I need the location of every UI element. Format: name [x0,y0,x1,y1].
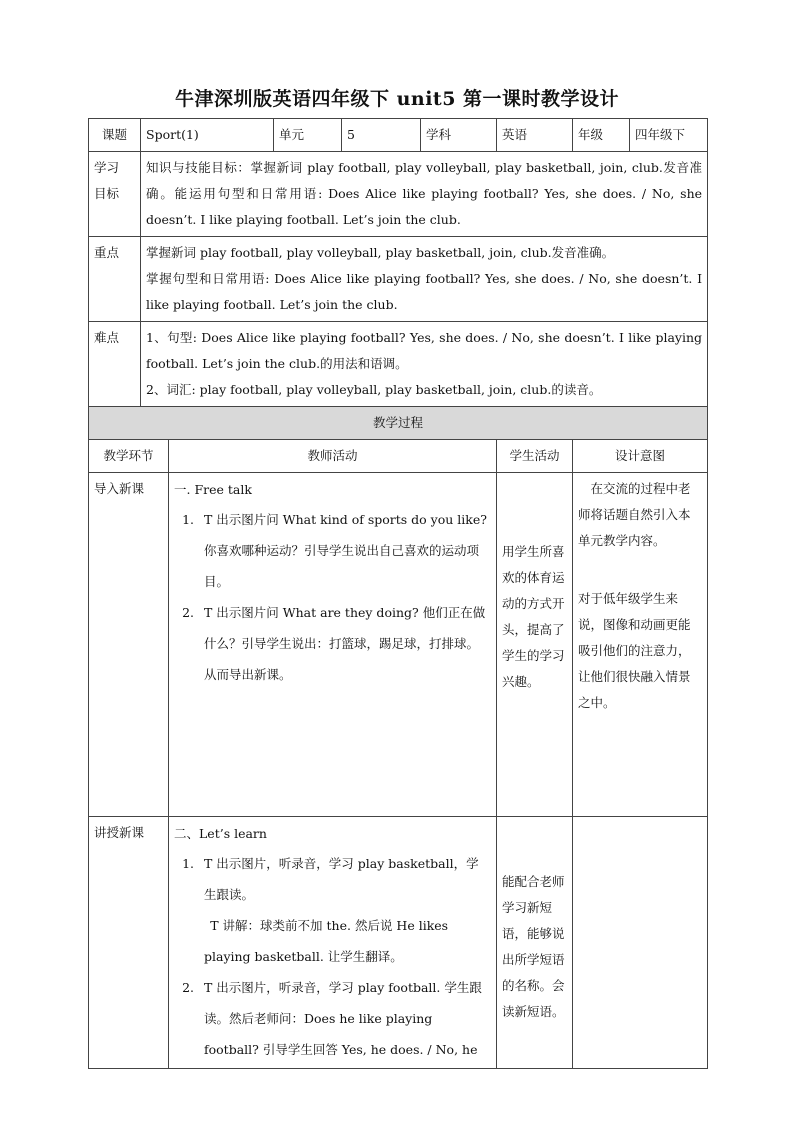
goals-label [89,152,141,237]
key-points-label: 重点 [89,237,141,322]
xueke-value: 英语 [497,119,573,152]
intro-intent-1: 在交流的过程中老师将话题自然引入本单元教学内容。 [578,481,691,548]
nianji-label: 年级 [573,119,630,152]
key-points-line1: 掌握新词 play football, play volleyball, play basketball, join, club.发音准确。 [146,245,615,260]
key-points-row [89,237,708,322]
new-lesson-student-activity: 能配合老师学习新短语，能够说出所学短语的名称。会读新短语。 [497,817,573,1069]
new-lesson-steps [174,848,491,1065]
new-lesson-section-title: 二、Let’s learn [174,826,267,841]
goals-label-line1: 学习 [94,160,120,175]
intro-row [89,473,708,817]
intro-step-2: 2. T 出示图片问 What are they doing? 他们正在做什么？引导学生说出：打篮球，踢足球，打排球。从而导出新课。 [198,597,491,690]
process-title: 教学过程 [89,407,708,440]
column-header-row [89,440,708,473]
new-lesson-stage: 讲授新课 [89,817,169,1069]
difficulties-label: 难点 [89,322,141,407]
key-points-line2: 掌握句型和日常用语: Does Alice like playing football? Yes, she does. / No, she doesn’t. I like playing football. Let’s join the club. [146,271,703,312]
intro-steps [174,504,491,690]
new-lesson-step-1 [198,848,491,972]
nianji-value: 四年级下 [630,119,708,152]
process-title-row [89,407,708,440]
new-lesson-step-1a: 1. T 出示图片，听录音，学习 play basketball，学生跟读。 [204,856,479,902]
header-student: 学生活动 [497,440,573,473]
difficulties-cell [141,322,708,407]
goals-text: 知识与技能目标：掌握新词 play football, play volleyball, play basketball, join, club.发音准确。能运用句型和日常用语: Does Alice like playing football? Yes, she does. / No, she doesn’t. I like playing football. Let’s join the club. [141,152,708,237]
danyuan-value: 5 [342,119,421,152]
intro-intent-2: 对于低年级学生来说，图像和动画更能吸引他们的注意力，让他们很快融入情景之中。 [578,591,691,710]
goals-row [89,152,708,237]
new-lesson-design-intent [573,817,708,1069]
difficulties-row [89,322,708,407]
difficulties-item1: 1、句型: Does Alice like playing football? Yes, she does. / No, she doesn’t. I like playing football. Let’s join the club.的用法和语调。 [146,330,703,371]
difficulties-item2: 2、词汇: play football, play volleyball, play basketball, join, club.的读音。 [146,382,602,397]
goals-label-line2: 目标 [94,186,120,201]
document-title: 牛津深圳版英语四年级下 unit5 第一课时教学设计 [174,88,620,110]
intro-section-title: 一. Free talk [174,482,252,497]
intro-design-intent [573,473,708,817]
new-lesson-teacher-activity [169,817,497,1069]
header-stage: 教学环节 [89,440,169,473]
info-row [89,119,708,152]
lesson-plan-table [88,118,708,1069]
intro-teacher-activity [169,473,497,817]
new-lesson-step-1b: T 讲解：球类前不加 the. 然后说 He likes playing basketball. 让学生翻译。 [204,918,449,964]
new-lesson-step-2: 2. T 出示图片，听录音，学习 play football. 学生跟读。然后老师问：Does he like playing football? 引导学生回答 Yes, he does. / No, he [198,972,491,1065]
intro-step-1: 1. T 出示图片问 What kind of sports do you like? 你喜欢哪种运动？引导学生说出自己喜欢的运动项目。 [198,504,491,597]
xueke-label: 学科 [421,119,497,152]
danyuan-label: 单元 [274,119,342,152]
header-teacher: 教师活动 [169,440,497,473]
keti-label: 课题 [89,119,141,152]
new-lesson-row [89,817,708,1069]
intro-student-activity: 用学生所喜欢的体育运动的方式开头，提高了学生的学习兴趣。 [497,473,573,817]
intro-stage: 导入新课 [89,473,169,817]
key-points-cell [141,237,708,322]
keti-value: Sport(1) [141,119,274,152]
header-intent: 设计意图 [573,440,708,473]
